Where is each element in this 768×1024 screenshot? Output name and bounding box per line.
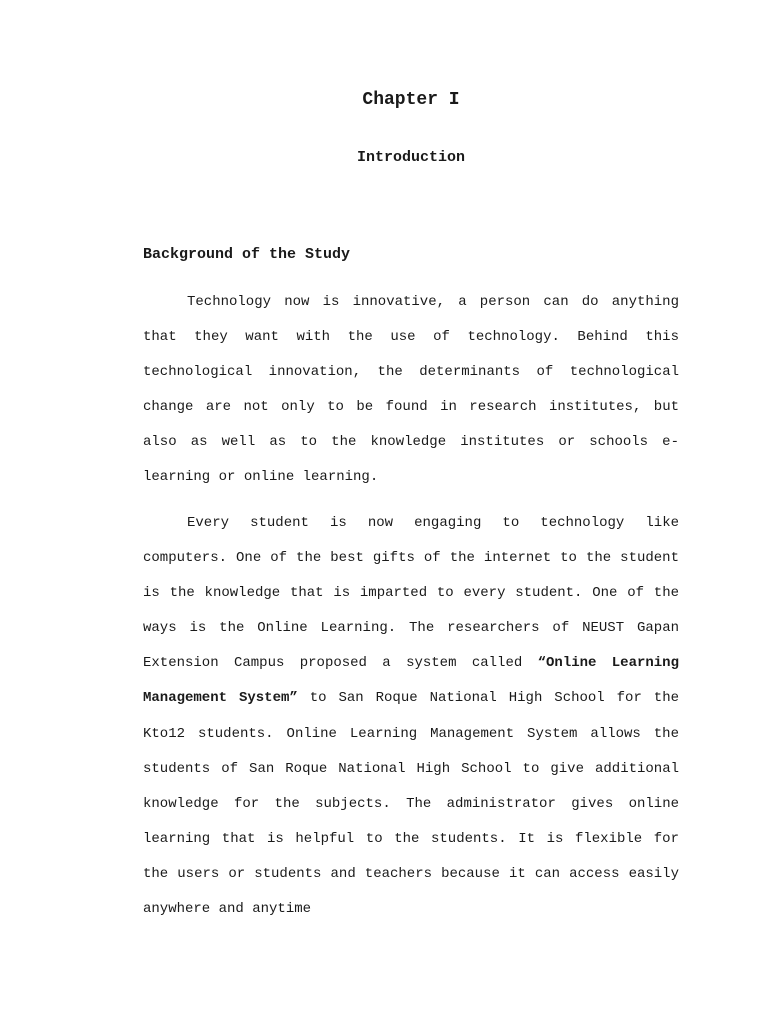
paragraph-2-text-end: to San Roque National High School for the Kto12 students. Online Learning Management System allows the students of San Roque National High School to give additional knowledge for the subjects. The administrator gives online learning that is helpful to the students. It is flexible for the users or students and teachers because it can access easily anywhere and anytime [143,690,679,918]
paragraph-1-text: Technology now is innovative, a person can do anything that they want with the use of technology. Behind this technological innovation, the determinants of technological change are not only to be found in research institutes, but also as well as to the knowledge institutes or schools e-learning or online learning. [143,294,679,486]
body-paragraph-2 [143,506,679,927]
system-name-emphasis: “Online Learning Management System” [143,655,679,707]
body-paragraph-1 [143,285,679,496]
chapter-heading: Chapter I [362,90,460,110]
subsection-heading: Background of the Study [143,246,351,263]
section-title: Introduction [356,149,466,166]
paragraph-2-text-start: Every student is now engaging to technology like computers. One of the best gifts of the internet to the student is the knowledge that is imparted to every student. One of the ways is the Online Learning. The researchers of NEUST Gapan Extension Campus proposed a system called [143,515,679,672]
